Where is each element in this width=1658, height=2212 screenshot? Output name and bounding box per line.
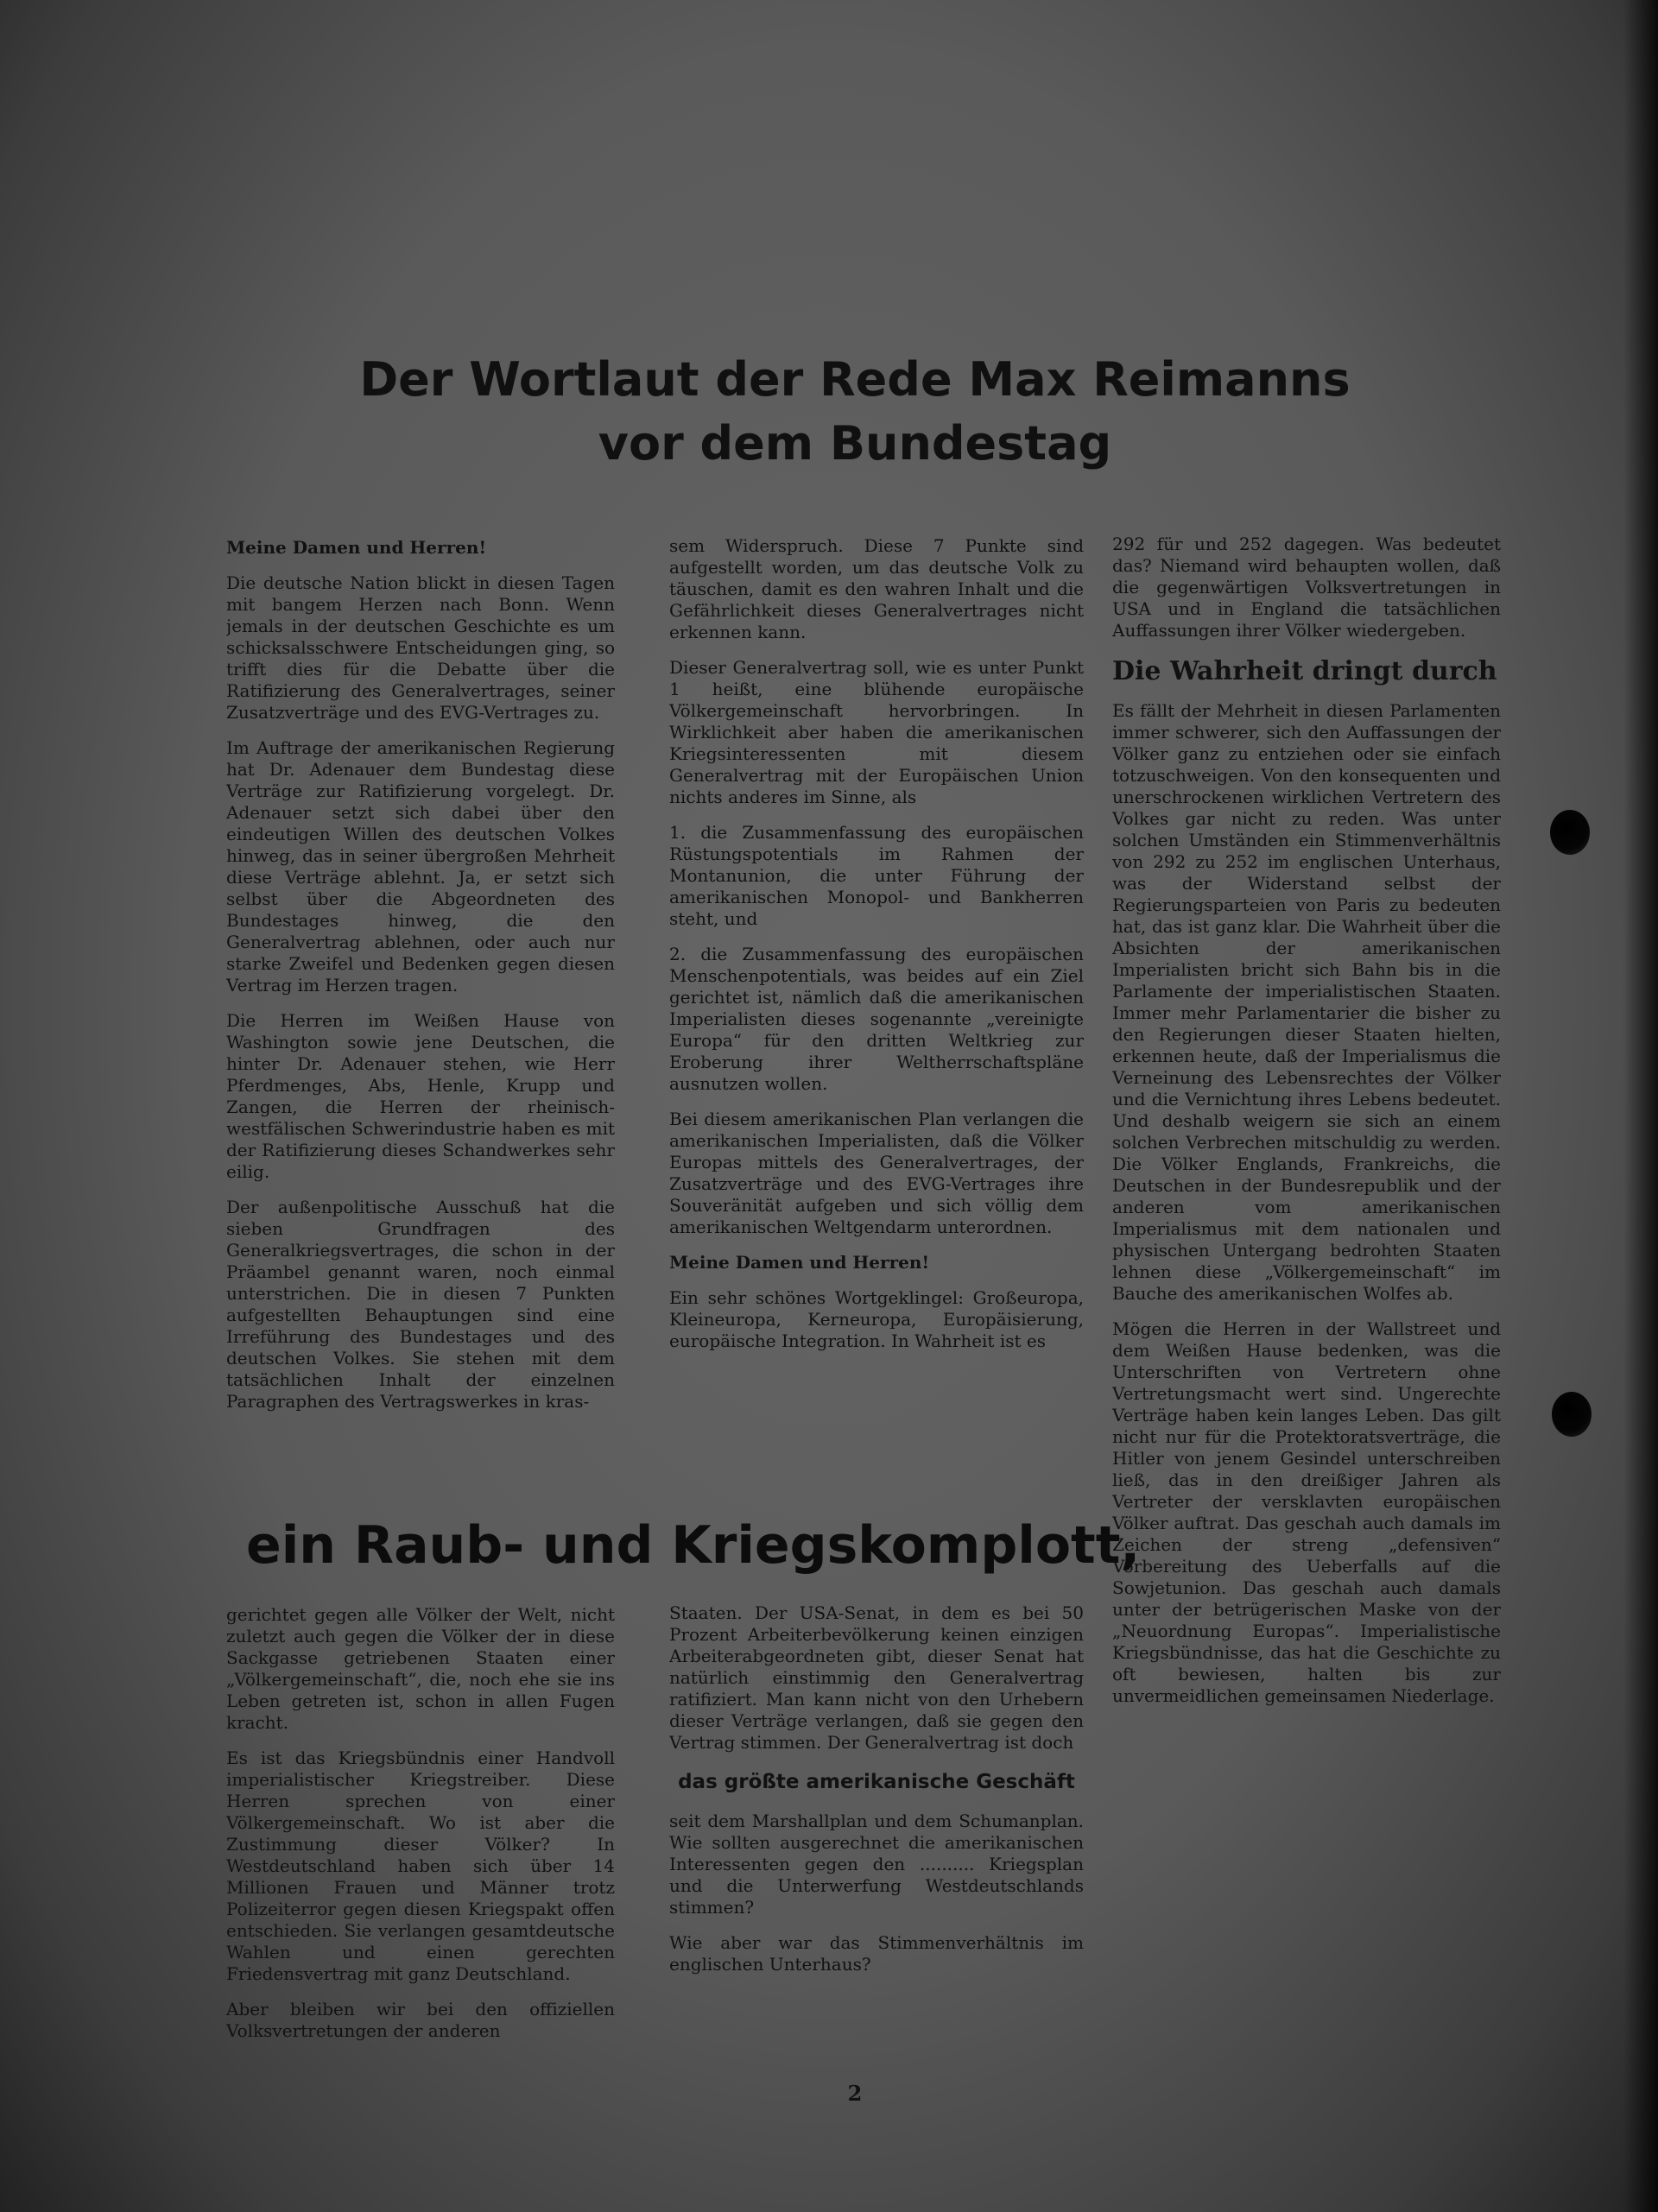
title-line-2: vor dem Bundestag bbox=[598, 416, 1112, 471]
paragraph: 1. die Zusammenfassung des europäischen Rüstungspotentials im Rahmen der Montanunion, die unter Führung der amerikanischen Monopol- und Bankherren steht, und bbox=[669, 822, 1084, 929]
punch-hole-bottom bbox=[1552, 1392, 1592, 1437]
paragraph: Die deutsche Nation blickt in diesen Tagen mit bangem Herzen nach Bonn. Wenn jemals in der deutschen Geschichte es um schicksalsschwere Entscheidungen ging, so trifft dies für die Debatte über die Ratifizierung des Generalvertrages, seiner Zusatzverträge und des EVG-Vertrages zu. bbox=[226, 572, 615, 723]
paragraph: Es ist das Kriegsbündnis einer Handvoll imperialistischer Kriegstreiber. Diese Herren sprechen von einer Völkergemeinschaft. Wo ist aber die Zustimmung dieser Völker? In Westdeutschland haben sich über 14 Millionen Frauen und Männer trotz Polizeiterror gegen diesen Kriegspakt offen entschieden. Sie verlangen gesamtdeutsche Wahlen und einen gerechten Friedensvertrag mit ganz Deutschland. bbox=[226, 1747, 615, 1984]
subheading: das größte amerikanische Geschäft bbox=[678, 1771, 1075, 1793]
paragraph: seit dem Marshallplan und dem Schumanplan. Wie sollten ausgerechnet die amerikanischen Interessenten gegen den .......... Kriegsplan und die Unterwerfung Westdeutschlands stimmen? bbox=[669, 1811, 1084, 1918]
headline: ein Raub- und Kriegskomplott, bbox=[246, 1515, 1141, 1576]
salutation: Meine Damen und Herren! bbox=[226, 537, 487, 558]
column-heading: Die Wahrheit dringt durch bbox=[1112, 656, 1497, 686]
page-edge-shadow bbox=[1623, 0, 1658, 2212]
page-number: 2 bbox=[847, 2081, 863, 2106]
salutation: Meine Damen und Herren! bbox=[669, 1252, 930, 1273]
paragraph: Mögen die Herren in der Wallstreet und dem Weißen Hause bedenken, was die Unterschriften von Vertretern ohne Vertretungsmacht wert sind. Ungerechte Verträge haben kein langes Leben. Das gilt nicht nur für die Protektoratsverträge, die Hitler von jenem Gesindel unterschreiben ließ, das in den dreißiger Jahren als Vertreter der versklavten europäischen Völker auftrat. Das geschah auch damals im Zeichen der streng „defensiven“ Vorbereitung des Ueberfalls auf die Sowjetunion. Das geschah auch damals unter der betrügerischen Maske von der „Neuordnung Europas“. Imperialistische Kriegsbündnisse, das hat die Geschichte zu oft bewiesen, halten bis zur unvermeidlichen gemeinsamen Niederlage. bbox=[1112, 1318, 1501, 1706]
column-1-top bbox=[226, 537, 615, 1511]
title-line-1: Der Wortlaut der Rede Max Reimanns bbox=[359, 352, 1351, 407]
paragraph: Ein sehr schönes Wortgeklingel: Großeuropa, Kleineuropa, Kerneuropa, Europäisierung, europäische Integration. In Wahrheit ist es bbox=[669, 1287, 1084, 1351]
paragraph: Wie aber war das Stimmenverhältnis im englischen Unterhaus? bbox=[669, 1932, 1084, 1975]
paragraph: Der außenpolitische Ausschuß hat die sieben Grundfragen des Generalkriegsvertrages, die schon in der Präambel genannt waren, noch einmal unterstrichen. Die in diesen 7 Punkten aufgestellten Behauptungen sind eine Irreführung des Bundestages und des deutschen Volkes. Sie stehen mit dem tatsächlichen Inhalt der einzelnen Paragraphen des Vertragswerkes in kras- bbox=[226, 1197, 615, 1412]
paragraph: gerichtet gegen alle Völker der Welt, nicht zuletzt auch gegen die Völker der in diese Sackgasse getriebenen Staaten einer „Völkergemeinschaft“, die, noch ehe sie ins Leben getreten ist, schon in allen Fugen kracht. bbox=[226, 1604, 615, 1733]
paragraph: Es fällt der Mehrheit in diesen Parlamenten immer schwerer, sich den Auffassungen der Völker ganz zu entziehen oder sie einfach totzuschweigen. Von den konsequenten und unerschrockenen wirklichen Vertretern des Volkes gar nicht zu reden. Was unter solchen Umständen ein Stimmenverhältnis von 292 zu 252 im englischen Unterhaus, was der Widerstand selbst der Regierungsparteien von Paris zu bedeuten hat, das ist ganz klar. Die Wahrheit über die Absichten der amerikanischen Imperialisten bricht sich Bahn bis in die Parlamente der imperialistischen Staaten. Immer mehr Parlamentarier die bisher zu den Regierungen dieser Staaten hielten, erkennen heute, daß der Imperialismus die Verneinung des Lebensrechtes der Völker und die Vernichtung ihres Lebens bedeutet. Und deshalb weigern sie sich an einem solchen Verbrechen mitschuldig zu werden. Die Völker Englands, Frankreichs, die Deutschen in der Bundesrepublik und der anderen vom amerikanischen Imperialismus mit dem nationalen und physischen Untergang bedrohten Staaten lehnen diese „Völkergemeinschaft“ im Bauche des amerikanischen Wolfes ab. bbox=[1112, 700, 1501, 1304]
paragraph: Im Auftrage der amerikanischen Regierung hat Dr. Adenauer dem Bundestag diese Verträge zur Ratifizierung vorgelegt. Dr. Adenauer setzt sich dabei über den eindeutigen Willen des deutschen Volkes hinweg, das in seiner übergroßen Mehrheit diese Verträge ablehnt. Ja, er setzt sich selbst über die Abgeordneten des Bundestages hinweg, die den Generalvertrag ablehnen, oder auch nur starke Zweifel und Bedenken gegen diesen Vertrag im Herzen tragen. bbox=[226, 737, 615, 995]
paragraph: 2. die Zusammenfassung des europäischen Menschenpotentials, was beides auf ein Ziel gerichtet ist, nämlich daß die amerikanischen Imperialisten dieses sogenannte „vereinigte Europa“ für den dritten Weltkrieg zur Eroberung ihrer Weltherrschaftspläne ausnutzen wollen. bbox=[669, 944, 1084, 1094]
column-3 bbox=[1112, 534, 1501, 2062]
column-2-bottom bbox=[669, 1602, 1084, 2086]
paragraph: 292 für und 252 dagegen. Was bedeutet das? Niemand wird behaupten wollen, daß die gegenwärtigen Volksvertretungen in USA und in England die tatsächlichen Auffassungen ihrer Völker wiedergeben. bbox=[1112, 534, 1501, 641]
paragraph: Die Herren im Weißen Hause von Washington sowie jene Deutschen, die hinter Dr. Adenauer stehen, wie Herr Pferdmenges, Abs, Henle, Krupp und Zangen, die Herren der rheinisch-westfälischen Schwerindustrie haben es mit der Ratifizierung dieses Schandwerkes sehr eilig. bbox=[226, 1010, 615, 1182]
column-2-top bbox=[669, 535, 1084, 1511]
column-1-bottom bbox=[226, 1604, 615, 2088]
paragraph: Dieser Generalvertrag soll, wie es unter Punkt 1 heißt, eine blühende europäische Völkergemeinschaft hervorbringen. In Wirklichkeit aber haben die amerikanischen Kriegsinteressenten mit diesem Generalvertrag mit der Europäischen Union nichts anderes im Sinne, als bbox=[669, 657, 1084, 807]
paragraph: Aber bleiben wir bei den offiziellen Volksvertretungen der anderen bbox=[226, 1999, 615, 2041]
paragraph: Staaten. Der USA-Senat, in dem es bei 50 Prozent Arbeiterbevölkerung keinen einzigen Arbeiterabgeordneten gibt, dieser Senat hat natürlich einstimmig den Generalvertrag ratifiziert. Man kann nicht von den Urhebern dieser Verträge verlangen, daß sie gegen den Vertrag stimmen. Der Generalvertrag ist doch bbox=[669, 1602, 1084, 1753]
paragraph: Bei diesem amerikanischen Plan verlangen die amerikanischen Imperialisten, daß die Völker Europas mittels des Generalvertrages, der Zusatzverträge und des EVG-Vertrages ihre Souveränität aufgeben und sich völlig dem amerikanischen Weltgendarm unterordnen. bbox=[669, 1109, 1084, 1237]
paragraph: sem Widerspruch. Diese 7 Punkte sind aufgestellt worden, um das deutsche Volk zu täuschen, damit es den wahren Inhalt und die Gefährlichkeit dieses Generalvertrages nicht erkennen kann. bbox=[669, 535, 1084, 642]
punch-hole-top bbox=[1550, 810, 1590, 855]
